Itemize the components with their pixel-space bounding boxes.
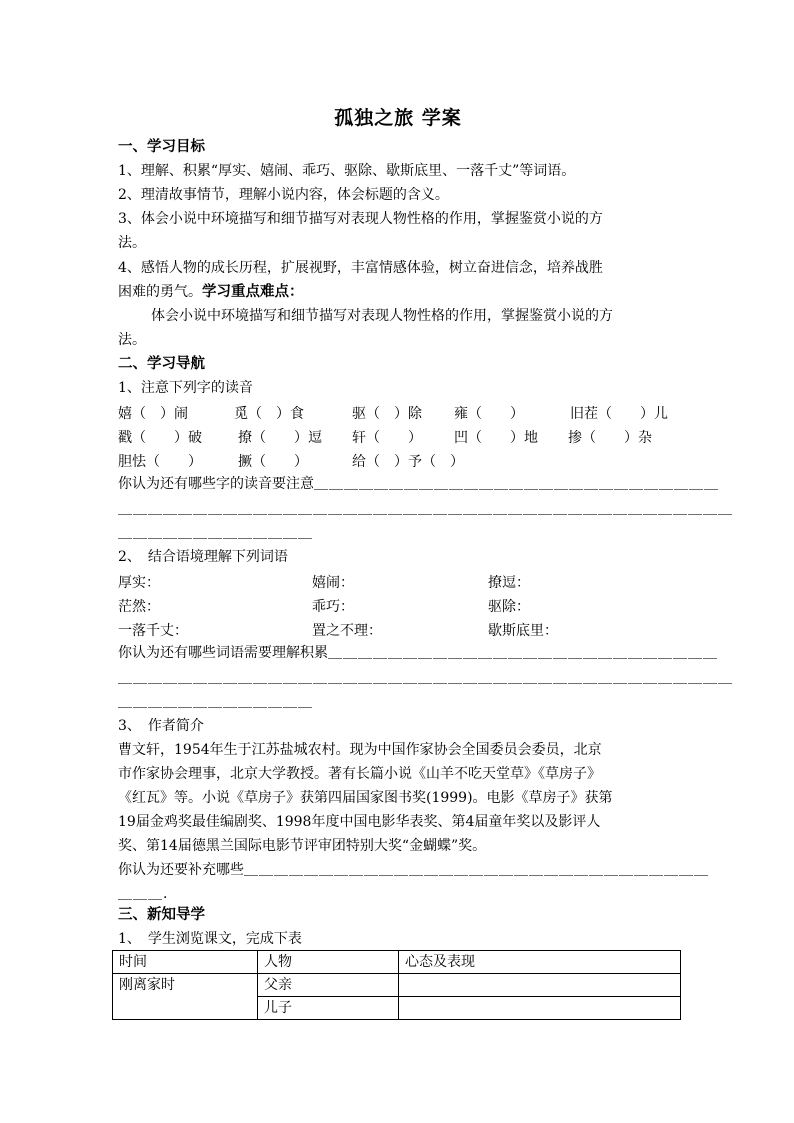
- pronunciation-more: [118, 475, 719, 493]
- section-3-heading: 三、新知导学: [118, 906, 205, 923]
- vocab-item: 歇斯底里：: [488, 623, 558, 639]
- goal-4-line-2: [118, 283, 304, 301]
- pinyin-item: 戳（ ）破: [118, 430, 202, 446]
- table-row: [113, 974, 681, 997]
- answer-line[interactable]: ＿＿＿＿＿＿＿＿＿＿＿＿＿＿＿＿＿＿＿＿＿＿＿＿＿＿＿＿＿＿＿＿＿＿＿＿＿＿＿＿＿: [118, 670, 733, 686]
- vocab-item: 一落千丈：: [118, 623, 188, 639]
- table-header-mood: 心态及表现: [399, 951, 681, 974]
- vocab-item: 驱除：: [488, 599, 530, 615]
- vocabulary-more: [118, 644, 718, 662]
- author-more-label: 你认为还要补充哪些: [118, 862, 244, 878]
- pronunciation-more-label: 你认为还有哪些字的读音要注意: [118, 476, 314, 492]
- worksheet-table: [112, 950, 681, 1020]
- vocab-item: 置之不理：: [312, 623, 382, 639]
- key-points-line-1: 体会小说中环境描写和细节描写对表现人物性格的作用，掌握鉴赏小说的方: [151, 308, 613, 324]
- table-cell-answer[interactable]: [399, 974, 681, 997]
- pinyin-item: 驱（ ）除: [352, 406, 422, 422]
- vocab-item: 乖巧：: [312, 599, 354, 615]
- section-1-heading: 一、学习目标: [118, 138, 205, 155]
- goal-1: 1、理解、积累“厚实、嬉闹、乖巧、驱除、歇斯底里、一落千丈”等词语。: [118, 163, 576, 179]
- answer-line[interactable]: ＿＿＿＿＿＿＿＿＿＿＿＿＿＿＿＿＿＿＿＿＿＿＿＿＿＿＿＿＿＿＿: [244, 862, 709, 878]
- key-points-line-2: 法。: [118, 332, 146, 348]
- table-header-row: [113, 951, 681, 974]
- vocab-item: 嬉闹：: [312, 575, 354, 591]
- pinyin-item: 给（ ）予（ ）: [352, 454, 464, 470]
- page-title: 孤独之旅 学案: [334, 107, 462, 129]
- pinyin-item: 撩（ ）逗: [238, 430, 322, 446]
- pinyin-item: 胆怯（ ）: [118, 454, 202, 470]
- pinyin-item: 凹（ ）地: [454, 430, 538, 446]
- table-cell-person: 父亲: [258, 974, 399, 997]
- answer-line[interactable]: ＿＿＿.: [118, 886, 169, 902]
- answer-line[interactable]: ＿＿＿＿＿＿＿＿＿＿＿＿＿＿＿＿＿＿＿＿＿＿＿＿＿＿: [328, 645, 718, 661]
- key-points-label: 学习重点难点：: [202, 283, 304, 300]
- goal-2: 2、理清故事情节，理解小说内容，体会标题的含义。: [118, 187, 449, 203]
- pinyin-item: 雍（ ）: [454, 406, 524, 422]
- goal-4-text: 困难的勇气。: [118, 284, 202, 300]
- answer-line[interactable]: ＿＿＿＿＿＿＿＿＿＿＿＿＿＿＿＿＿＿＿＿＿＿＿＿＿＿＿: [314, 476, 719, 492]
- table-header-time: 时间: [113, 951, 258, 974]
- goal-4-line-1: 4、感悟人物的成长历程，扩展视野，丰富情感体验，树立奋进信念，培养战胜: [118, 260, 603, 276]
- table-cell-person: 儿子: [258, 997, 399, 1020]
- author-bio-line: 曹文轩，1954年生于江苏盐城农村。现为中国作家协会全国委员会委员，北京: [118, 742, 602, 758]
- pinyin-item: 嬉（ ）闹: [118, 406, 188, 422]
- author-bio-line: 《红瓦》等。小说《草房子》获第四届国家图书奖(1999)。电影《草房子》获第: [118, 790, 613, 806]
- answer-line[interactable]: ＿＿＿＿＿＿＿＿＿＿＿＿＿＿＿＿＿＿＿＿＿＿＿＿＿＿＿＿＿＿＿＿＿＿＿＿＿＿＿＿＿: [118, 501, 733, 517]
- goal-3-line-2: 法。: [118, 235, 146, 251]
- author-more: [118, 861, 709, 879]
- goal-3-line-1: 3、体会小说中环境描写和细节描写对表现人物性格的作用，掌握鉴赏小说的方: [118, 211, 603, 227]
- author-bio-line: 市作家协会理事，北京大学教授。著有长篇小说《山羊不吃天堂草》《草房子》: [118, 766, 601, 782]
- pinyin-item: 轩（ ）: [352, 430, 422, 446]
- table-cell-answer[interactable]: [399, 997, 681, 1020]
- pinyin-item: 旧茬（ ）儿: [570, 406, 668, 422]
- vocabulary-question: 2、 结合语境理解下列词语: [118, 549, 288, 565]
- vocab-item: 厚实：: [118, 575, 160, 591]
- vocab-item: 撩逗：: [488, 575, 530, 591]
- table-question: 1、 学生浏览课文，完成下表: [118, 931, 302, 947]
- pinyin-item: 觅（ ）食: [234, 406, 304, 422]
- pinyin-item: 掺（ ）杂: [568, 430, 652, 446]
- vocabulary-more-label: 你认为还有哪些词语需要理解积累: [118, 645, 328, 661]
- table-header-person: 人物: [258, 951, 399, 974]
- vocab-item: 茫然：: [118, 599, 160, 615]
- author-question: 3、 作者简介: [118, 718, 204, 734]
- table-cell-time: 刚离家时: [113, 974, 258, 1020]
- pinyin-item: 撅（ ）: [238, 454, 308, 470]
- author-bio-line: 奖、第14届德黑兰国际电影节评审团特别大奖“金蝴蝶”奖。: [118, 838, 487, 854]
- author-bio-line: 19届金鸡奖最佳编剧奖、1998年度中国电影华表奖、第4届童年奖以及影评人: [118, 814, 601, 830]
- answer-line[interactable]: ＿＿＿＿＿＿＿＿＿＿＿＿＿: [118, 525, 313, 541]
- section-2-heading: 二、学习导航: [118, 355, 205, 372]
- answer-line[interactable]: ＿＿＿＿＿＿＿＿＿＿＿＿＿: [118, 694, 313, 710]
- pronunciation-question: 1、注意下列字的读音: [118, 380, 253, 396]
